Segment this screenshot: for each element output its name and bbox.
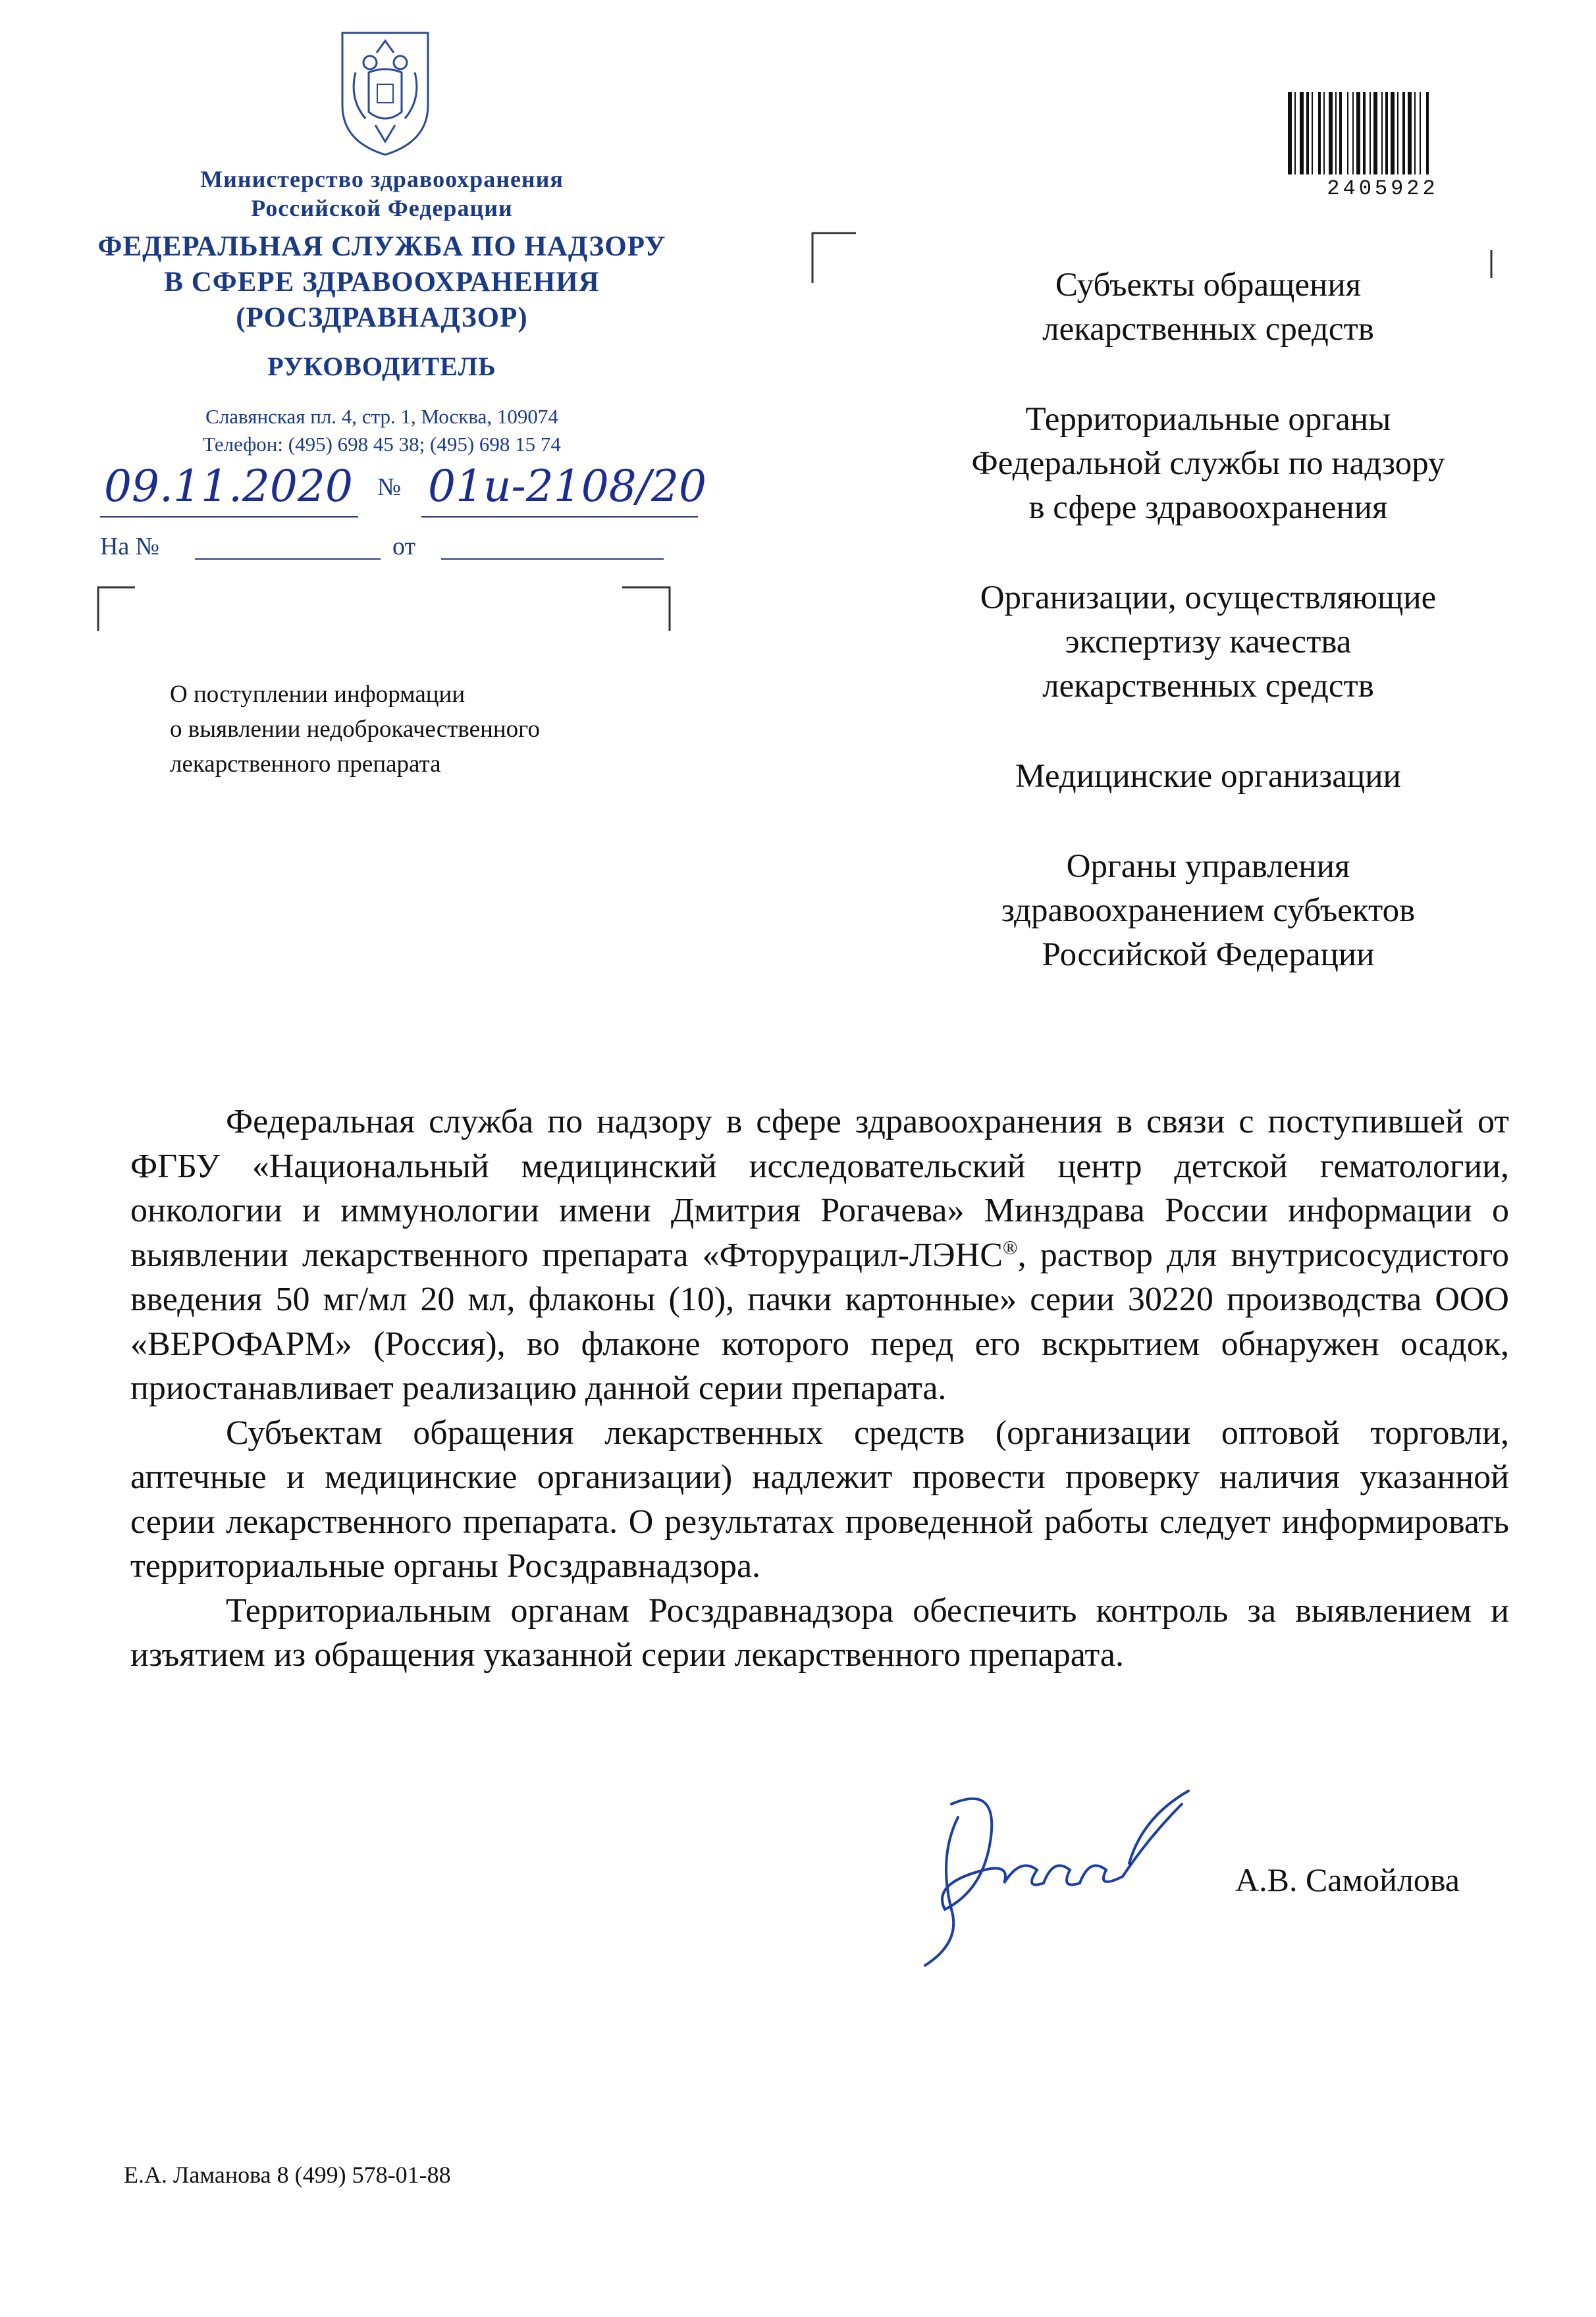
barcode-bar: [1414, 92, 1416, 174]
addressee-line: Субъекты обращения: [1055, 267, 1362, 304]
barcode-bar: [1373, 92, 1377, 174]
addressee-group: [895, 845, 1521, 977]
subject-line-1: О поступлении информации: [170, 681, 466, 708]
barcode-bar: [1288, 92, 1292, 174]
letter-subject: [170, 677, 697, 782]
barcode-bar: [1329, 92, 1333, 174]
addressee-line: Организации, осуществляющие: [980, 579, 1437, 616]
subject-line-2: о выявлении недоброкачественного: [170, 716, 540, 743]
barcode-bar: [1426, 92, 1429, 174]
barcode-bar: [1347, 92, 1348, 174]
address-line: Славянская пл. 4, стр. 1, Москва, 109074: [205, 405, 558, 428]
addressee-line: Федеральной службы по надзору: [971, 445, 1445, 482]
number-sign: №: [377, 473, 402, 501]
reply-date-line: [441, 558, 664, 560]
signer-name: А.В. Самойлова: [1235, 1861, 1460, 1898]
barcode-bar: [1323, 92, 1325, 174]
phone-line: Телефон: (495) 698 45 38; (495) 698 15 74: [203, 433, 561, 456]
barcode-number: 2405922: [1327, 176, 1439, 201]
body-paragraph-2: Субъектам обращения лекарственных средств (организации оптовой торговли, аптечные и медицинские организации) надлежит провести проверку наличия указанной серии лекарственного препарата. О результатах проведенной работы следует информировать территориальные органы Росздравнадзора.: [130, 1414, 1509, 1585]
barcode-bar: [1363, 92, 1366, 174]
barcode-bar: [1335, 92, 1337, 174]
addressee-line: Органы управления: [1066, 848, 1350, 885]
body-paragraph-1: [130, 1100, 1509, 1411]
ministry-line-2: Российской Федерации: [251, 195, 513, 221]
addressee-line: в сфере здравоохранения: [1028, 489, 1388, 526]
barcode-bar: [1318, 92, 1321, 174]
ministry-line-1: Министерство здравоохранения: [200, 166, 564, 192]
addressee-group: [895, 263, 1521, 352]
reply-number-line: [195, 558, 381, 560]
barcode-bar: [1397, 92, 1398, 174]
handwritten-signature: [912, 1778, 1221, 1969]
subject-line-3: лекарственного препарата: [170, 751, 441, 778]
barcode-bar: [1370, 92, 1371, 174]
addressee-line: здравоохранением субъектов: [1001, 892, 1416, 929]
addressee-line: Медицинские организации: [1015, 758, 1401, 795]
letter-body: [130, 1100, 1509, 1678]
barcode-bar: [1408, 92, 1412, 174]
barcode-bar: [1356, 92, 1360, 174]
barcode-bar: [1300, 92, 1304, 174]
agency-line-3: (РОСЗДРАВНАДЗОР): [236, 302, 528, 333]
barcode-bar: [1420, 92, 1421, 174]
barcode-bar: [1391, 92, 1395, 174]
handwritten-date: 09.11.2020: [104, 461, 353, 512]
barcode-bar: [1352, 92, 1354, 174]
barcode-bar: [1339, 92, 1342, 174]
agency-name: [53, 229, 711, 336]
addressee-group: [895, 398, 1521, 530]
addressee-line: лекарственных средств: [1042, 668, 1374, 705]
addressee-line: лекарственных средств: [1042, 311, 1374, 348]
handwritten-reg-number: 01и-2108/20: [428, 461, 706, 512]
reply-from-label: от: [392, 533, 416, 560]
barcode-bar: [1381, 92, 1383, 174]
reply-prefix: На №: [100, 533, 160, 560]
addressee-line: Территориальные органы: [1025, 401, 1391, 438]
barcode-bar: [1306, 92, 1309, 174]
ministry-name: [99, 165, 665, 223]
body-paragraph-3: Территориальным органам Росздравнадзора обеспечить контроль за выявлением и изъятием из обращения указанной серии лекарственного препарата.: [130, 1591, 1509, 1674]
registered-mark: ®: [1002, 1237, 1018, 1259]
barcode-image: [1287, 92, 1477, 178]
addressee-line: экспертизу качества: [1065, 624, 1352, 660]
agency-address: [99, 403, 665, 458]
barcode-bar: [1312, 92, 1313, 174]
agency-line-2: В СФЕРЕ ЗДРАВООХРАНЕНИЯ: [164, 267, 600, 298]
barcode-bar: [1385, 92, 1388, 174]
subject-corner-brackets: [95, 585, 675, 637]
executor-contact: Е.А. Ламанова 8 (499) 578-01-88: [124, 2162, 451, 2188]
barcode-bar: [1294, 92, 1296, 174]
head-title: РУКОВОДИТЕЛЬ: [267, 352, 496, 381]
addressees-list: [895, 263, 1521, 1023]
addressee-line: Российской Федерации: [1042, 936, 1375, 973]
barcode-bar: [1402, 92, 1405, 174]
body-p1-part-a: Федеральная служба по надзору в сфере здравоохранения в связи с поступившей от ФГБУ «Национальный медицинский исследовательский центр детской гематологии, онкологии и иммунологии имени Дмитрия Рогачева» Минздрава России информации о выявлении лекарственного препарата «Фторурацил-ЛЭНС: [130, 1103, 1509, 1274]
addressee-group: [895, 755, 1521, 799]
body-p1-part-b: , раствор для внутрисосудистого введения 50 мг/мл 20 мл, флаконы (10), пачки картонные» серии 30220 производства ООО «ВЕРОФАРМ» (Россия), во флаконе которого перед его вскрытием обнаружен осадок, приостанавливает реализацию данной серии препарата.: [130, 1236, 1509, 1407]
coat-of-arms-emblem: [329, 26, 441, 158]
addressee-group: [895, 576, 1521, 708]
agency-line-1: ФЕДЕРАЛЬНАЯ СЛУЖБА ПО НАДЗОРУ: [97, 231, 666, 262]
